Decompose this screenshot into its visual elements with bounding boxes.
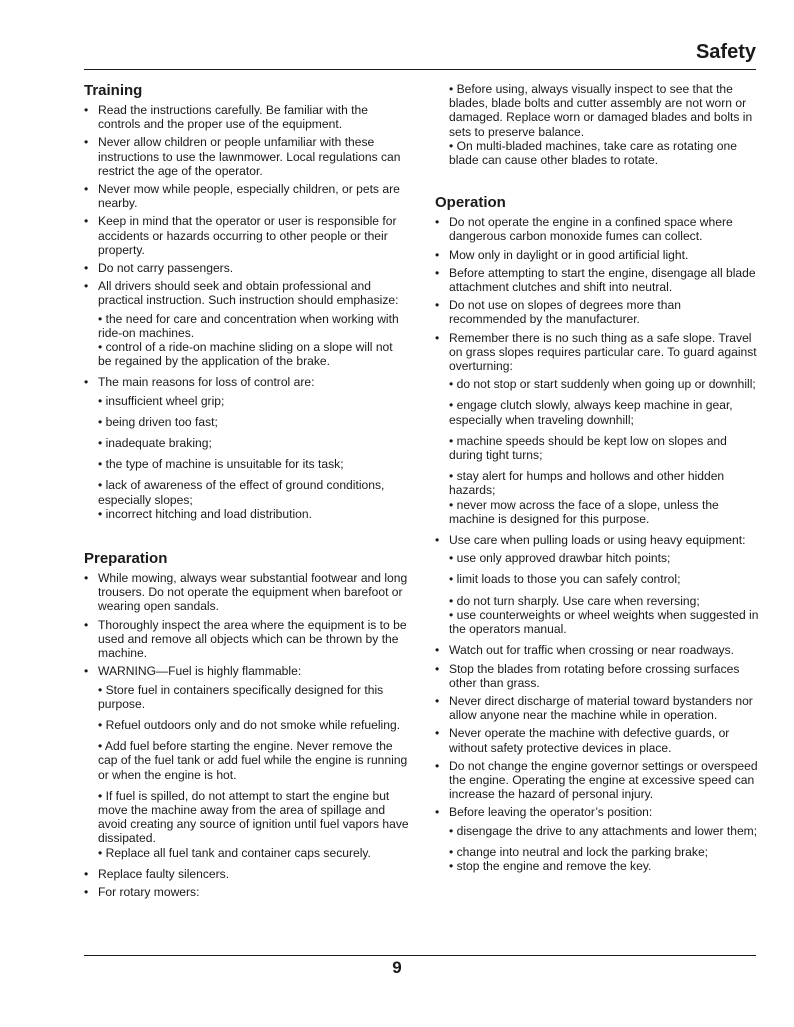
rotary-mower-notes [435, 82, 760, 167]
list-item: • Mow only in daylight or in good artificial light. [435, 248, 760, 262]
sub-item: • stay alert for humps and hollows and other hidden hazards; [449, 469, 725, 498]
operation-heading: Operation [435, 194, 506, 212]
sub-item: • being driven too fast; [98, 414, 218, 429]
list-item: • Watch out for traffic when crossing or near roadways. [435, 643, 760, 657]
sub-item-group [435, 377, 760, 391]
sub-item: • Refuel outdoors only and do not smoke while refueling. [98, 717, 401, 732]
sub-item: • disengage the drive to any attachments and lower them; [449, 823, 758, 838]
sub-item-group [435, 398, 760, 426]
sub-item-group [84, 478, 409, 521]
list-item: • Remember there is no such thing as a safe slope. Travel on grass slopes requires particular care. To guard against overturning: [435, 331, 760, 374]
list-item: • Replace faulty silencers. [84, 867, 409, 881]
sub-item: • engage clutch slowly, always keep machine in gear, especially when traveling downhill; [449, 398, 733, 427]
list-item: • Use care when pulling loads or using heavy equipment: [435, 533, 760, 547]
sub-item: • use counterweights or wheel weights when suggested in the operators manual. [449, 607, 759, 637]
sub-item: • lack of awareness of the effect of ground conditions, especially slopes; [98, 478, 385, 507]
training-heading: Training [84, 82, 143, 99]
list-item: • WARNING—Fuel is highly flammable: [84, 664, 409, 678]
sub-item: • do not stop or start suddenly when going up or downhill; [449, 377, 756, 392]
left-column [84, 82, 409, 903]
sub-item-group [435, 551, 760, 565]
sub-item-group [435, 845, 760, 873]
sub-item-group [84, 415, 409, 429]
sub-item-group [435, 434, 760, 462]
list-item: • While mowing, always wear substantial footwear and long trousers. Do not operate the equipment when barefoot or wearing open sandals. [84, 571, 409, 614]
preparation-heading: Preparation [84, 550, 168, 568]
sub-item: • do not turn sharply. Use care when reversing; [449, 593, 700, 608]
header-rule [84, 69, 756, 70]
sub-item: • Replace all fuel tank and container caps securely. [98, 845, 371, 860]
loads-list [435, 551, 760, 636]
list-item: • The main reasons for loss of control are: [84, 375, 409, 389]
sub-item: • never mow across the face of a slope, unless the machine is designed for this purpose. [449, 497, 719, 526]
right-column [435, 82, 760, 880]
leaving-position-list [435, 824, 760, 874]
sub-item-group [84, 312, 409, 369]
sub-item: • the type of machine is unsuitable for its task; [98, 457, 344, 472]
sub-item-group [435, 824, 760, 838]
list-item: • Do not operate the engine in a confined space where dangerous carbon monoxide fumes can collect. [435, 215, 760, 243]
sub-item: • If fuel is spilled, do not attempt to start the engine but move the machine away from the area of spillage and avoid creating any source of ignition until fuel vapors have dissipated. [98, 788, 409, 846]
training-emphasize-list [84, 312, 409, 369]
sub-item: • incorrect hitching and load distribution. [98, 506, 312, 521]
sub-item: • use only approved drawbar hitch points; [449, 551, 671, 566]
sub-item: • limit loads to those you can safely control; [449, 572, 681, 587]
sub-item: • control of a ride-on machine sliding on a slope will not be regained by the application of the brake. [98, 340, 393, 369]
sub-item-group [435, 469, 760, 526]
list-item: • For rotary mowers: [84, 885, 409, 899]
operation-more-list [435, 643, 760, 819]
sub-item-group [84, 457, 409, 471]
preparation-list [84, 571, 409, 678]
fuel-warning-list [84, 683, 409, 860]
sub-item: • Add fuel before starting the engine. Never remove the cap of the fuel tank or add fuel while the engine is running or when the engine is hot. [98, 739, 408, 782]
list-item: • Never operate the machine with defective guards, or without safety protective devices in place. [435, 726, 760, 754]
list-item: • Before attempting to start the engine, disengage all blade attachment clutches and shift into neutral. [435, 266, 760, 294]
sub-item: • Store fuel in containers specifically designed for this purpose. [98, 682, 384, 711]
sub-item-group [435, 594, 760, 637]
list-item: • All drivers should seek and obtain professional and practical instruction. Such instruction should emphasize: [84, 279, 409, 307]
list-item: • Never allow children or people unfamiliar with these instructions to use the lawnmower. Local regulations can restrict the age of the operator. [84, 135, 409, 178]
footer-rule [84, 955, 756, 956]
list-item: • Do not carry passengers. [84, 261, 409, 275]
sub-item-group [84, 436, 409, 450]
sub-item: • insufficient wheel grip; [98, 393, 225, 408]
sub-item-group [84, 789, 409, 860]
sub-item-group [435, 572, 760, 586]
list-item: • Before leaving the operator’s position: [435, 805, 760, 819]
sub-item-group [84, 718, 409, 732]
list-item: • Read the instructions carefully. Be familiar with the controls and the proper use of the equipment. [84, 103, 409, 131]
list-item: • Before using, always visually inspect to see that the blades, blade bolts and cutter assembly are not worn or damaged. Replace worn or damaged blades and bolts in sets to preserve balance. [449, 82, 753, 139]
slope-list [435, 377, 760, 526]
page-title: Safety [695, 41, 756, 63]
sub-item: • machine speeds should be kept low on slopes and during tight turns; [449, 433, 727, 463]
sub-item: • the need for care and concentration when working with ride-on machines. [98, 311, 399, 340]
list-item: • Thoroughly inspect the area where the equipment is to be used and remove all objects which can be thrown by the machine. [84, 618, 409, 661]
list-item: • Keep in mind that the operator or user is responsible for accidents or hazards occurring to other people or their property. [84, 214, 409, 257]
list-item: • Do not change the engine governor settings or overspeed the engine. Operating the engine at excessive speed can increase the hazard of personal injury. [435, 759, 760, 802]
list-item: • Never direct discharge of material toward bystanders nor allow anyone near the machine while in operation. [435, 694, 760, 722]
loss-of-control-list [84, 394, 409, 521]
sub-item: • inadequate braking; [98, 436, 212, 451]
list-item: • Stop the blades from rotating before crossing surfaces other than grass. [435, 662, 760, 690]
sub-item-group [84, 739, 409, 782]
page-number: 9 [392, 958, 402, 977]
sub-item-group [84, 394, 409, 408]
training-list [84, 103, 409, 308]
sub-item-group [84, 683, 409, 711]
sub-item: • stop the engine and remove the key. [449, 858, 652, 873]
list-item: • Do not use on slopes of degrees more than recommended by the manufacturer. [435, 298, 760, 326]
list-item: • Never mow while people, especially children, or pets are nearby. [84, 182, 409, 210]
list-item: • On multi-bladed machines, take care as rotating one blade can cause other blades to rotate. [449, 138, 737, 168]
operation-list [435, 215, 760, 373]
sub-item: • change into neutral and lock the parking brake; [449, 844, 709, 859]
preparation-tail-list [84, 867, 409, 899]
